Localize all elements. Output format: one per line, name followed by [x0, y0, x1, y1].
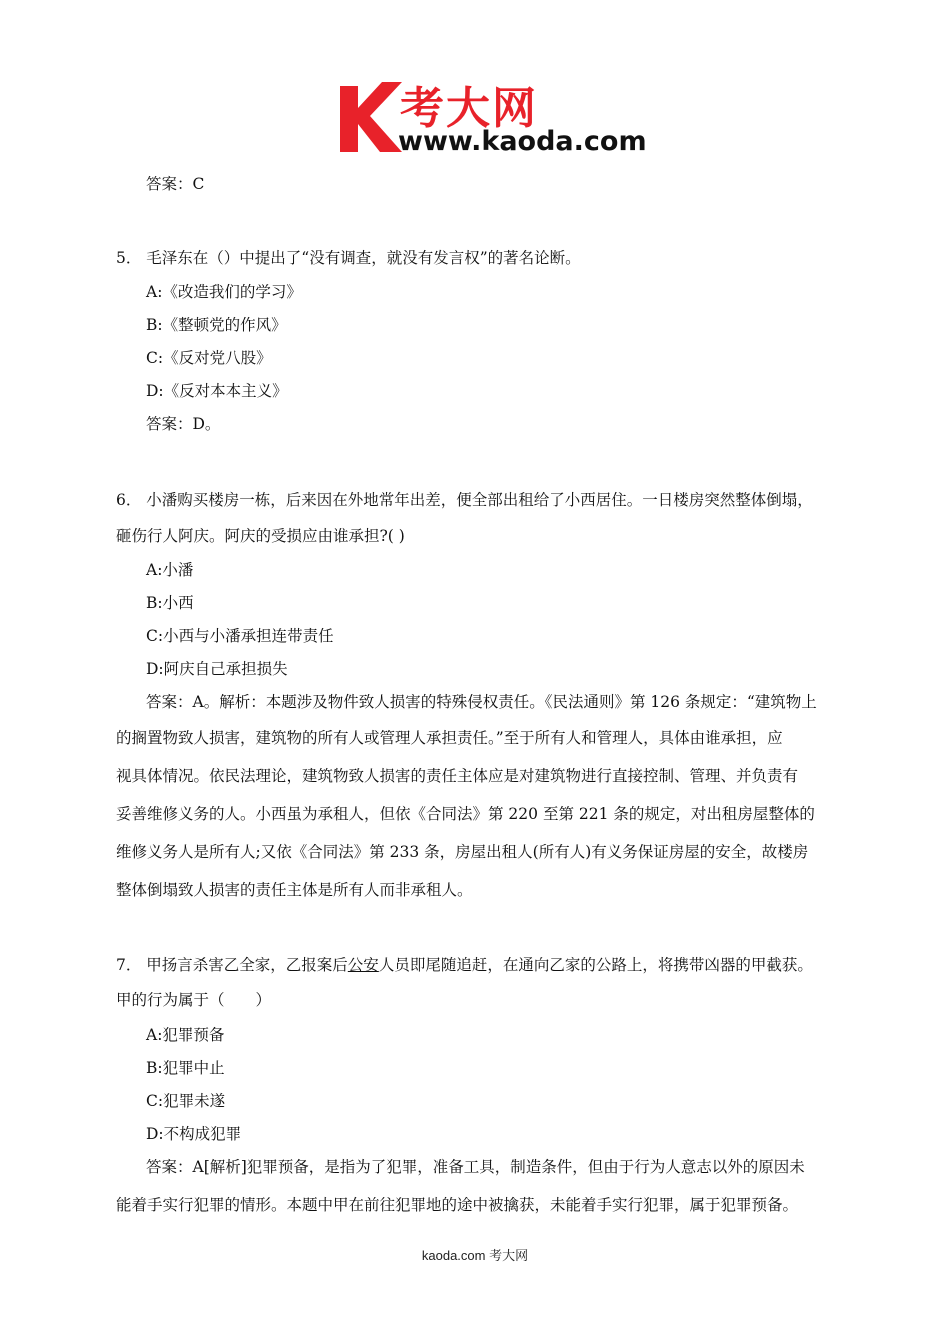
q7-stem-line-2: 甲的行为属于（ ）	[116, 991, 272, 1009]
q7-analysis-line-2: 能着手实行犯罪的情形。本题中甲在前往犯罪地的途中被擒获，未能着手实行犯罪，属于犯罪预备。	[116, 1196, 799, 1214]
q5-option-a: A:《改造我们的学习》	[146, 283, 302, 301]
kaoda-logo	[336, 78, 652, 162]
page-footer: kaoda.com 考大网	[421, 1248, 529, 1263]
q7-option-c: C:犯罪未遂	[146, 1092, 226, 1110]
q6-analysis-line-3: 视具体情况。依民法理论，建筑物致人损害的责任主体应是对建筑物进行直接控制、管理、并负责有	[116, 767, 799, 785]
logo-url: www.kaoda.com	[398, 126, 647, 157]
q6-analysis-line-2: 的搁置物致人损害，建筑物的所有人或管理人承担责任。”至于所有人和管理人，具体由谁承担，应	[116, 729, 783, 747]
q5-answer: 答案：D。	[146, 415, 221, 433]
q6-option-a: A:小潘	[146, 561, 194, 579]
q5-option-d: D:《反对本本主义》	[146, 382, 288, 400]
q7-stem-line-1	[116, 955, 813, 975]
q7-option-b: B:犯罪中止	[146, 1059, 225, 1077]
q6-analysis-line-5: 维修义务人是所有人;又依《合同法》第 233 条，房屋出租人(所有人)有义务保证房屋的安全，故楼房	[116, 843, 809, 861]
q6-analysis-line-6: 整体倒塌致人损害的责任主体是所有人而非承租人。	[116, 881, 473, 899]
q7-option-a: A:犯罪预备	[146, 1026, 225, 1044]
q6-stem-line-1: 6． 小潘购买楼房一栋，后来因在外地常年出差，便全部出租给了小西居住。一日楼房突然整体倒塌，	[116, 491, 813, 509]
q6-option-c: C:小西与小潘承担连带责任	[146, 627, 334, 645]
q5-option-b: B:《整顿党的作风》	[146, 316, 287, 334]
q6-option-b: B:小西	[146, 594, 194, 612]
q6-analysis-line-1: 答案：A。解析：本题涉及物件致人损害的特殊侵权责任。《民法通则》第 126 条规定：“建筑物上	[146, 693, 817, 711]
q6-stem-line-2: 砸伤行人阿庆。阿庆的受损应由谁承担?( )	[116, 527, 405, 545]
q6-option-d: D:阿庆自己承担损失	[146, 660, 288, 678]
q7-stem-pre: 7． 甲扬言杀害乙全家，乙报案后	[116, 956, 348, 974]
q4-answer: 答案：C	[146, 175, 205, 193]
q6-analysis-line-4: 妥善维修义务的人。小西虽为承租人，但依《合同法》第 220 至第 221 条的规定，对出租房屋整体的	[116, 805, 815, 823]
q7-police-link[interactable]: 公安	[347, 956, 379, 974]
logo-chinese-name: 考大网	[400, 83, 538, 134]
q7-option-d: D:不构成犯罪	[146, 1125, 242, 1143]
q7-analysis-line-1: 答案：A[解析]犯罪预备，是指为了犯罪，准备工具，制造条件，但由于行为人意志以外的原因未	[146, 1158, 805, 1176]
q5-stem: 5． 毛泽东在（）中提出了“没有调查，就没有发言权”的著名论断。	[116, 249, 581, 267]
q5-option-c: C:《反对党八股》	[146, 349, 272, 367]
q7-stem-post: 人员即尾随追赶，在通向乙家的公路上，将携带凶器的甲截获。	[378, 956, 813, 974]
